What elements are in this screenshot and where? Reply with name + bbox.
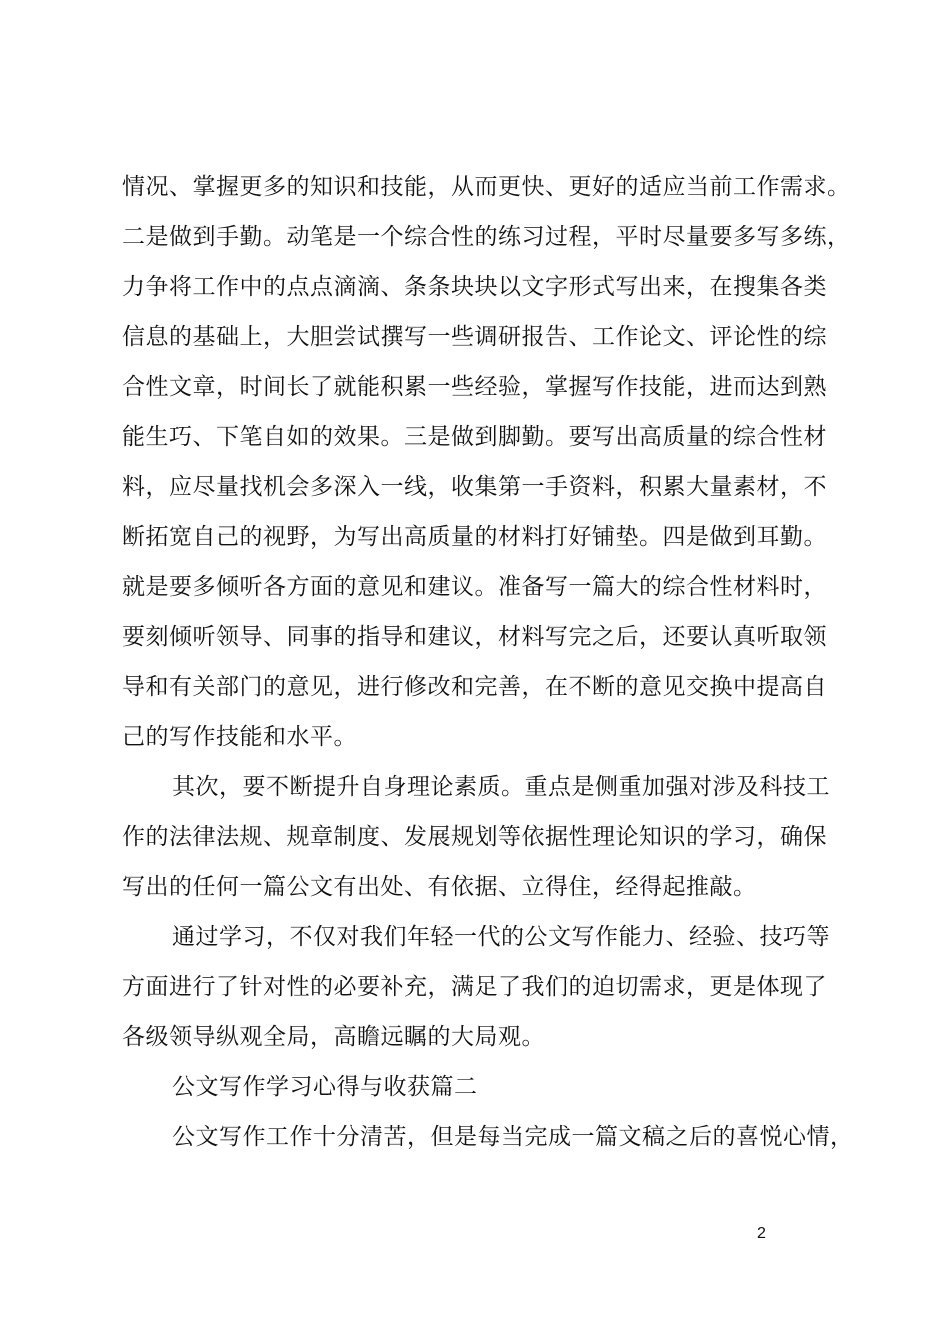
paragraph-line: 信息的基础上，大胆尝试撰写一些调研报告、工作论文、评论性的综	[122, 324, 827, 350]
paragraph-line: 方面进行了针对性的必要补充，满足了我们的迫切需求，更是体现了	[122, 974, 827, 1000]
paragraph-line: 合性文章，时间长了就能积累一些经验，掌握写作技能，进而达到熟	[122, 374, 827, 400]
paragraph-line: 就是要多倾听各方面的意见和建议。准备写一篇大的综合性材料时，	[122, 574, 827, 600]
paragraph-line: 情况、掌握更多的知识和技能，从而更快、更好的适应当前工作需求。	[122, 174, 851, 200]
paragraph-line: 能生巧、下笔自如的效果。三是做到脚勤。要写出高质量的综合性材	[122, 424, 827, 450]
paragraph-line: 写出的任何一篇公文有出处、有依据、立得住，经得起推敲。	[122, 874, 757, 900]
paragraph-line: 力争将工作中的点点滴滴、条条块块以文字形式写出来，在搜集各类	[122, 274, 827, 300]
paragraph-line: 通过学习，不仅对我们年轻一代的公文写作能力、经验、技巧等	[172, 924, 830, 950]
paragraph-line: 导和有关部门的意见，进行修改和完善，在不断的意见交换中提高自	[122, 674, 827, 700]
paragraph-line: 断拓宽自己的视野，为写出高质量的材料打好铺垫。四是做到耳勤。	[122, 524, 827, 550]
paragraph-line: 要刻倾听领导、同事的指导和建议，材料写完之后，还要认真听取领	[122, 624, 827, 650]
paragraph-line: 公文写作工作十分清苦，但是每当完成一篇文稿之后的喜悦心情，	[172, 1124, 854, 1150]
section-heading: 公文写作学习心得与收获篇二	[172, 1074, 478, 1100]
paragraph-line: 其次，要不断提升自身理论素质。重点是侧重加强对涉及科技工	[172, 774, 830, 800]
paragraph-line: 己的写作技能和水平。	[122, 724, 357, 750]
paragraph-line: 作的法律法规、规章制度、发展规划等依据性理论知识的学习，确保	[122, 824, 827, 850]
paragraph-line: 二是做到手勤。动笔是一个综合性的练习过程，平时尽量要多写多练，	[122, 224, 851, 250]
paragraph-line: 各级领导纵观全局，高瞻远瞩的大局观。	[122, 1024, 545, 1050]
page-number: 2	[757, 1225, 766, 1242]
paragraph-line: 料，应尽量找机会多深入一线，收集第一手资料，积累大量素材，不	[122, 474, 827, 500]
